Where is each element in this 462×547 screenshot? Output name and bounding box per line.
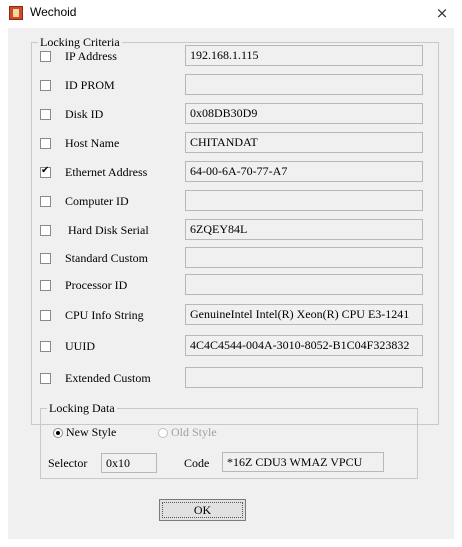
uuid-label: UUID: [65, 339, 95, 353]
title-bar: [0, 0, 462, 28]
criteria-row-ethernet-address: [31, 161, 439, 185]
criteria-row-host-name: [31, 132, 439, 156]
extended-custom-checkbox[interactable]: [40, 373, 51, 384]
ethernet-address-checkbox[interactable]: [40, 167, 51, 178]
criteria-row-standard-custom: [31, 247, 439, 271]
disk-id-checkbox[interactable]: [40, 109, 51, 120]
processor-id-label: Processor ID: [65, 278, 128, 292]
locking-criteria-legend: Locking Criteria: [40, 35, 120, 49]
cpu-info-string-label: CPU Info String: [65, 308, 144, 322]
cpu-info-string-checkbox[interactable]: [40, 310, 51, 321]
ip-address-field[interactable]: 192.168.1.115: [185, 45, 423, 66]
id-prom-field[interactable]: [185, 74, 423, 95]
host-name-checkbox[interactable]: [40, 138, 51, 149]
criteria-row-uuid: [31, 335, 439, 359]
disk-id-field[interactable]: 0x08DB30D9: [185, 103, 423, 124]
hard-disk-serial-field[interactable]: 6ZQEY84L: [185, 219, 423, 240]
dialog-body: [8, 28, 454, 539]
standard-custom-checkbox[interactable]: [40, 253, 51, 264]
criteria-row-extended-custom: [31, 367, 439, 391]
id-prom-checkbox[interactable]: [40, 80, 51, 91]
code-label: Code: [184, 456, 210, 470]
ethernet-address-label: Ethernet Address: [65, 165, 148, 179]
criteria-row-id-prom: [31, 74, 439, 98]
selector-label: Selector: [48, 456, 88, 470]
selector-field[interactable]: 0x10: [101, 453, 157, 473]
locking-data-legend: Locking Data: [49, 401, 115, 415]
new-style-radio[interactable]: [53, 428, 63, 438]
criteria-row-processor-id: [31, 274, 439, 298]
uuid-checkbox[interactable]: [40, 341, 51, 352]
ip-address-checkbox[interactable]: [40, 51, 51, 62]
new-style-label: New Style: [66, 425, 117, 439]
criteria-row-cpu-info-string: [31, 304, 439, 328]
computer-id-label: Computer ID: [65, 194, 129, 208]
extended-custom-field[interactable]: [185, 367, 423, 388]
computer-id-checkbox[interactable]: [40, 196, 51, 207]
disk-id-label: Disk ID: [65, 107, 104, 121]
host-name-field[interactable]: CHITANDAT: [185, 132, 423, 153]
processor-id-checkbox[interactable]: [40, 280, 51, 291]
extended-custom-label: Extended Custom: [65, 371, 151, 385]
old-style-label: Old Style: [171, 425, 217, 439]
uuid-field[interactable]: 4C4C4544-004A-3010-8052-B1C04F323832: [185, 335, 423, 356]
ethernet-address-field[interactable]: 64-00-6A-70-77-A7: [185, 161, 423, 182]
hard-disk-serial-checkbox[interactable]: [40, 225, 51, 236]
close-button[interactable]: ×: [435, 4, 449, 22]
criteria-row-hard-disk-serial: [31, 219, 439, 243]
standard-custom-label: Standard Custom: [65, 251, 148, 265]
host-name-label: Host Name: [65, 136, 120, 150]
criteria-row-ip-address: [31, 45, 439, 69]
criteria-row-disk-id: [31, 103, 439, 127]
window-title: Wechoid: [30, 5, 77, 19]
processor-id-field[interactable]: [185, 274, 423, 295]
app-icon: [9, 6, 23, 20]
standard-custom-field[interactable]: [185, 247, 423, 268]
ip-address-label: IP Address: [65, 49, 117, 63]
id-prom-label: ID PROM: [65, 78, 115, 92]
cpu-info-string-field[interactable]: GenuineIntel Intel(R) Xeon(R) CPU E3-1241: [185, 304, 423, 325]
old-style-radio[interactable]: [158, 428, 168, 438]
code-field[interactable]: *16Z CDU3 WMAZ VPCU: [222, 452, 384, 472]
computer-id-field[interactable]: [185, 190, 423, 211]
ok-button[interactable]: OK: [159, 499, 246, 521]
criteria-row-computer-id: [31, 190, 439, 214]
hard-disk-serial-label: Hard Disk Serial: [68, 223, 149, 237]
